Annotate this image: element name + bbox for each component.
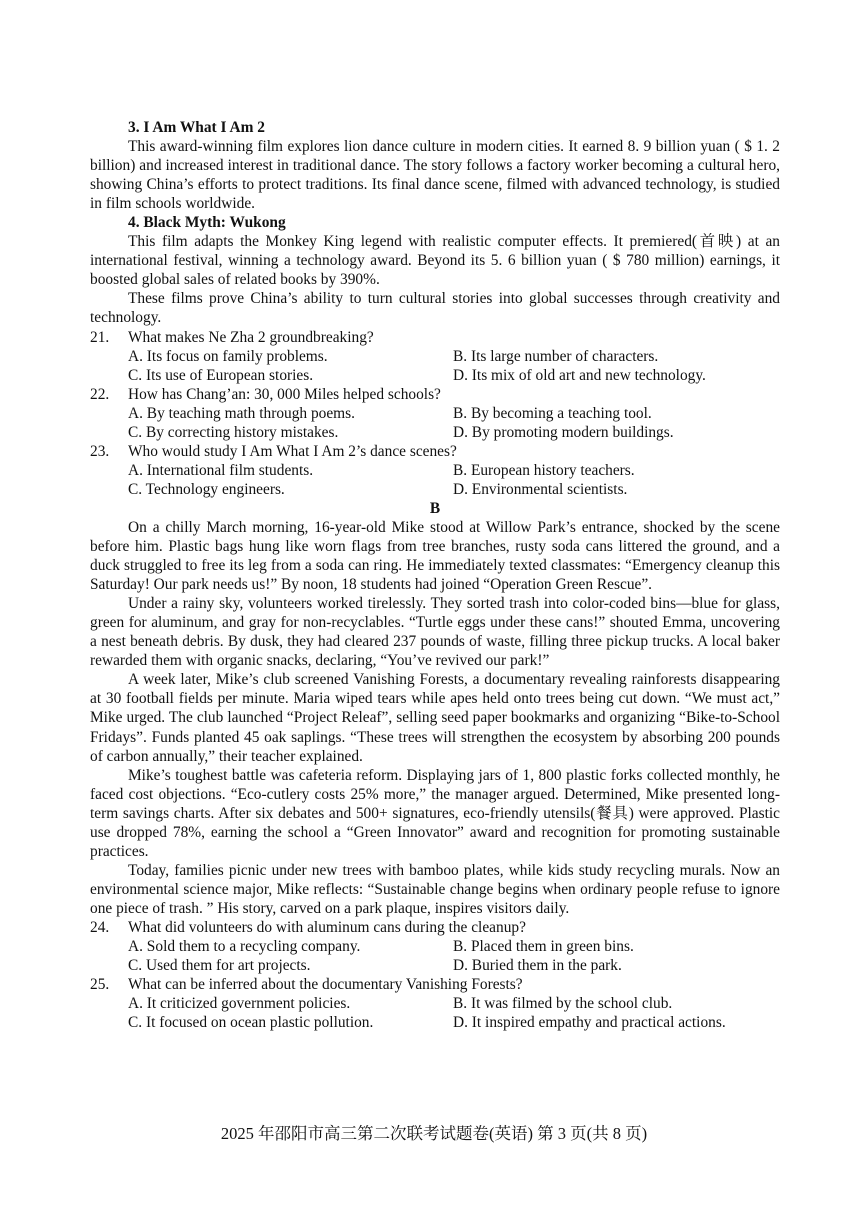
question-23 (90, 442, 780, 461)
page-footer: 2025 年邵阳市高三第二次联考试题卷(英语) 第 3 页(共 8 页) (220, 1124, 648, 1143)
option-a[interactable]: A. International film students. (128, 461, 314, 479)
question-21-options (90, 347, 780, 385)
option-b[interactable]: B. Placed them in green bins. (453, 938, 634, 956)
film-3-title: 3. I Am What I Am 2 (128, 119, 265, 136)
question-22 (90, 385, 780, 404)
option-d[interactable]: D. It inspired empathy and practical actions. (453, 1014, 726, 1032)
option-a[interactable]: A. By teaching math through poems. (128, 404, 355, 422)
question-25 (90, 975, 780, 994)
option-b[interactable]: B. By becoming a teaching tool. (453, 404, 652, 422)
passage-b-paragraph-5: Today, families picnic under new trees with bamboo plates, while kids study recycling murals. Now an environmental science major, Mike reflects: “Sustainable change begins when ordinary people refuse to ignore one piece of trash. ” His story, carved on a park plaque, inspires visitors daily. (90, 861, 780, 917)
option-c[interactable]: C. It focused on ocean plastic pollution. (128, 1014, 374, 1032)
passage-b-paragraph-4: Mike’s toughest battle was cafeteria reform. Displaying jars of 1, 800 plastic forks collected monthly, he faced cost objections. “Eco-cutlery costs 25% more,” the manager argued. Determined, Mike presented long-term savings charts. After six debates and 500+ signatures, eco-friendly utensils(餐具) were approved. Plastic use dropped 78%, earning the school a “Green Innovator” award and recognition for promoting sustainable practices. (90, 766, 780, 860)
passage-b-paragraph-1: On a chilly March morning, 16-year-old Mike stood at Willow Park’s entrance, shocked by the scene before him. Plastic bags hung like worn flags from tree branches, rusty soda cans littered the ground, and a duck struggled to free its leg from a soda can ring. He immediately texted classmates: “Emergency cleanup this Saturday! Our park needs us!” By noon, 18 students had joined “Operation Green Rescue”. (90, 518, 780, 594)
question-25-options (90, 994, 780, 1032)
question-stem: Who would study I Am What I Am 2’s dance scenes? (128, 442, 457, 460)
option-c[interactable]: C. By correcting history mistakes. (128, 423, 339, 441)
option-c[interactable]: C. Used them for art projects. (128, 957, 311, 975)
film-4-paragraph: This film adapts the Monkey King legend with realistic computer effects. It premiered(首映) at an international festival, winning a technology award. Beyond its 5. 6 billion yuan ( $ 780 million) earnings, it boosted global sales of related books by 390%. (90, 233, 780, 289)
question-number: 25. (90, 976, 110, 994)
option-d[interactable]: D. By promoting modern buildings. (453, 423, 674, 441)
option-b[interactable]: B. Its large number of characters. (453, 347, 659, 365)
question-stem: What makes Ne Zha 2 groundbreaking? (128, 328, 374, 346)
question-number: 23. (90, 442, 110, 460)
film-3-paragraph: This award-winning film explores lion dance culture in modern cities. It earned 8. 9 billion yuan ( $ 1. 2 billion) and increased interest in traditional dance. The story follows a factory worker becoming a cultural hero, showing China’s efforts to protect traditions. Its final dance scene, filmed with advanced technology, is studied in film schools worldwide. (90, 138, 780, 213)
question-22-options (90, 404, 780, 442)
option-b[interactable]: B. It was filmed by the school club. (453, 995, 673, 1013)
question-stem: What can be inferred about the documentary Vanishing Forests? (128, 976, 523, 994)
section-b-heading: B (429, 499, 441, 517)
question-number: 21. (90, 328, 110, 346)
passage-a-conclusion: These films prove China’s ability to turn cultural stories into global successes through creativity and technology. (90, 290, 780, 327)
option-d[interactable]: D. Buried them in the park. (453, 957, 622, 975)
question-24-options (90, 937, 780, 975)
passage-b-paragraph-3: A week later, Mike’s club screened Vanishing Forests, a documentary revealing rainforests disappearing at 30 football fields per minute. Maria wiped tears while apes held onto trees being cut down. “We must act,” Mike urged. The club launched “Project Releaf”, selling seed paper bookmarks and organizing “Bike-to-School Fridays”. Funds planted 45 oak saplings. “These trees will strengthen the ecosystem by absorbing 200 pounds of carbon annually,” their teacher explained. (90, 671, 780, 765)
question-number: 24. (90, 918, 110, 936)
option-a[interactable]: A. It criticized government policies. (128, 995, 351, 1013)
option-d[interactable]: D. Environmental scientists. (453, 480, 628, 498)
option-a[interactable]: A. Sold them to a recycling company. (128, 938, 361, 956)
question-stem: How has Chang’an: 30, 000 Miles helped schools? (128, 385, 441, 403)
option-d[interactable]: D. Its mix of old art and new technology. (453, 366, 706, 384)
question-number: 22. (90, 385, 110, 403)
option-a[interactable]: A. Its focus on family problems. (128, 347, 328, 365)
passage-b-paragraph-2: Under a rainy sky, volunteers worked tirelessly. They sorted trash into color-coded bins—blue for glass, green for aluminum, and gray for non-recyclables. “Turtle eggs under these cans!” shouted Emma, uncovering a nest beneath debris. By dusk, they had cleared 237 pounds of waste, filling three pickup trucks. A local baker rewarded them with organic snacks, declaring, “You’ve revived our park!” (90, 595, 780, 670)
question-24 (90, 918, 780, 937)
option-b[interactable]: B. European history teachers. (453, 461, 635, 479)
option-c[interactable]: C. Its use of European stories. (128, 366, 314, 384)
question-21 (90, 328, 780, 347)
question-23-options (90, 461, 780, 499)
question-stem: What did volunteers do with aluminum cans during the cleanup? (128, 918, 526, 936)
option-c[interactable]: C. Technology engineers. (128, 480, 285, 498)
film-4-title: 4. Black Myth: Wukong (128, 214, 286, 232)
